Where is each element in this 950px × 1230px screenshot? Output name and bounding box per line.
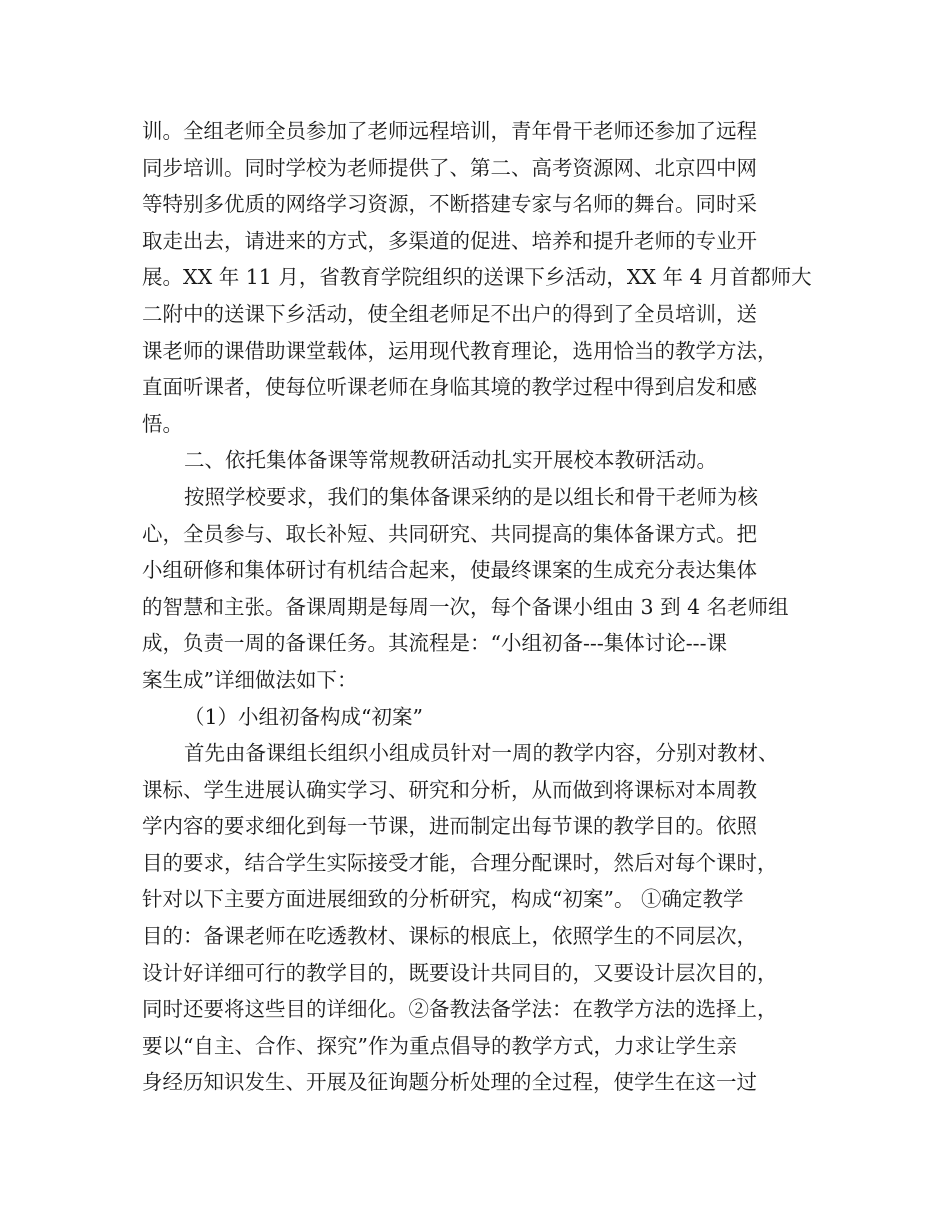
text-line: 等特别多优质的网络学习资源，不断搭建专家与名师的舞台。同时采 bbox=[142, 192, 757, 217]
paragraph-start-line: 首先由备课组长组织小组成员针对一周的教学内容，分别对教材、 bbox=[184, 741, 779, 766]
text-line: 课老师的课借助课堂载体，运用现代教育理论，选用恰当的教学方法， bbox=[142, 338, 778, 363]
text-line: 的智慧和主张。备课周期是每周一次，每个备课小组由 3 到 4 名老师组 bbox=[142, 594, 789, 619]
text-line: 同步培训。同时学校为老师提供了、第二、高考资源网、北京四中网 bbox=[142, 155, 757, 180]
text-line: 悟。 bbox=[142, 411, 183, 436]
document-body bbox=[142, 113, 814, 1101]
paragraph-start-line: 按照学校要求，我们的集体备课采纳的是以组长和骨干老师为核 bbox=[184, 484, 758, 509]
text-line: 学内容的要求细化到每一节课，进而制定出每节课的教学目的。依照 bbox=[142, 814, 757, 839]
text-line: 要以“自主、合作、探究”作为重点倡导的教学方式，力求让学生亲 bbox=[142, 1033, 737, 1058]
text-line: 二附中的送课下乡活动，使全组老师足不出户的得到了全员培训，送 bbox=[142, 301, 757, 326]
text-line: 目的：备课老师在吃透教材、课标的根底上，依照学生的不同层次， bbox=[142, 924, 757, 949]
section-heading: 二、依托集体备课等常规教研活动扎实开展校本教研活动。 bbox=[184, 448, 717, 473]
text-line: 设计好详细可行的教学目的，既要设计共同目的，又要设计层次目的， bbox=[142, 960, 778, 985]
text-line: 目的要求，结合学生实际接受才能，合理分配课时，然后对每个课时， bbox=[142, 850, 778, 875]
text-line: 针对以下主要方面进展细致的分析研究，构成“初案”。 ①确定教学 bbox=[142, 887, 744, 912]
text-line: 课标、学生进展认确实学习、研究和分析，从而做到将课标对本周教 bbox=[142, 777, 757, 802]
text-line: 取走出去，请进来的方式，多渠道的促进、培养和提升老师的专业开 bbox=[142, 228, 757, 253]
text-line: 案生成”详细做法如下： bbox=[142, 667, 358, 692]
text-line: 直面听课者，使每位听课老师在身临其境的教学过程中得到启发和感 bbox=[142, 375, 757, 400]
text-line: 心，全员参与、取长补短、共同研究、共同提高的集体备课方式。把 bbox=[142, 521, 757, 546]
text-line: 成，负责一周的备课任务。其流程是：“小组初备---集体讨论---课 bbox=[142, 631, 728, 656]
text-line: 训。全组老师全员参加了老师远程培训，青年骨干老师还参加了远程 bbox=[142, 119, 757, 143]
text-line: 小组研修和集体研讨有机结合起来，使最终课案的生成充分表达集体 bbox=[142, 558, 757, 583]
text-line: 同时还要将这些目的详细化。②备教法备学法：在教学方法的选择上， bbox=[142, 997, 778, 1022]
text-line: 身经历知识发生、开展及征询题分析处理的全过程，使学生在这一过 bbox=[142, 1070, 757, 1095]
text-line: 展。XX 年 11 月，省教育学院组织的送课下乡活动，XX 年 4 月首都师大 bbox=[142, 265, 812, 290]
subsection-heading: （1）小组初备构成“初案” bbox=[184, 704, 424, 729]
